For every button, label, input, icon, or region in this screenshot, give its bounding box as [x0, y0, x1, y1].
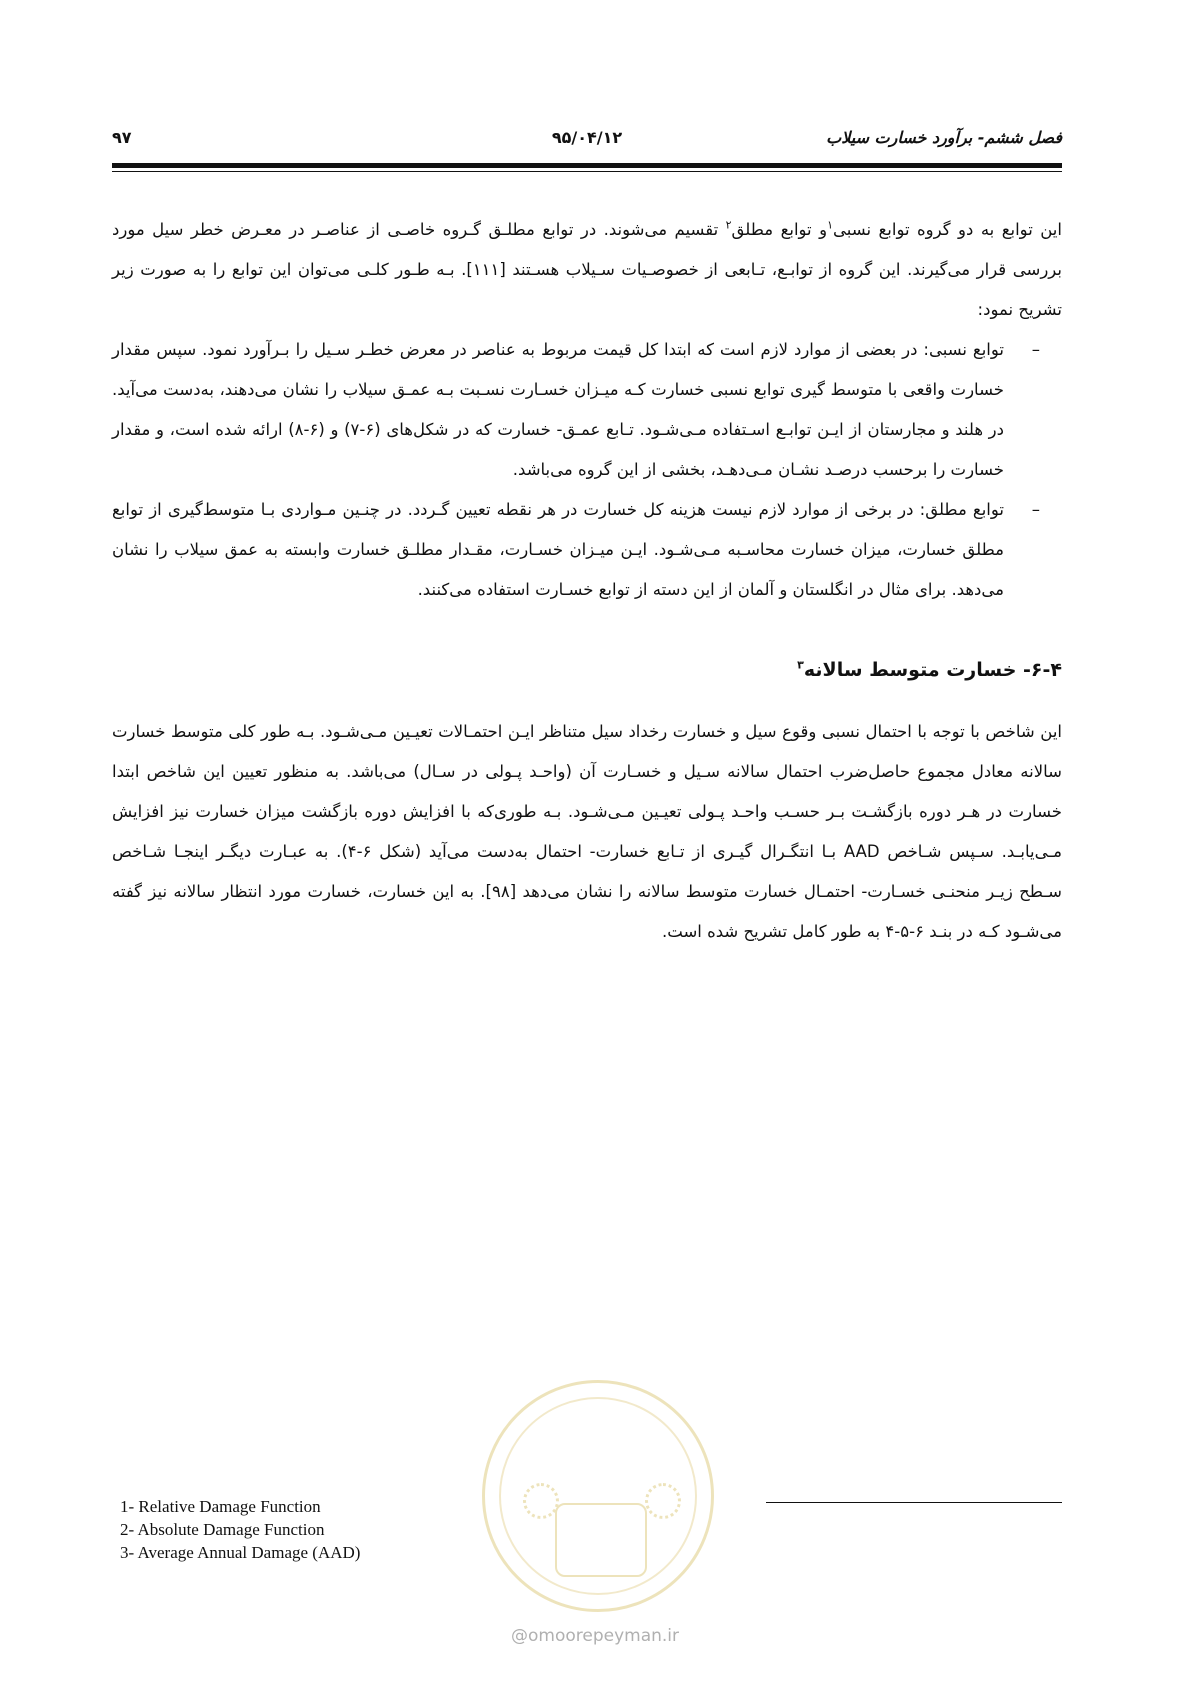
- footnote-ref-2: ۲: [725, 218, 732, 232]
- bullet-text: توابع نسبی: در بعضی از موارد لازم است که ابتدا کل قیمت مربوط به عناصر در معرض خطـر سـیل را بـرآورد نمود. سپس مقدار خسارت واقعی با متوسط گیری توابع نسبی خسارت کـه میـزان خسـارت نسـبت بـه عمـق سیلاب را نشان می‌دهند، به‌دست می‌آید. در هلند و مجارستان از ایـن توابـع اسـتفاده مـی‌شـود. تـابع عمـق- خسارت که در شکل‌های (۶-۷) و (۶-۸) ارائه شده است، و مقدار خسارت را برحسب درصـد نشـان مـی‌دهـد، بخشی از این گروه می‌باشد.: [112, 340, 1004, 479]
- intro-text-a: این توابع به دو گروه توابع نسبی: [833, 220, 1062, 239]
- main-content: [112, 210, 1062, 952]
- footnote-3: 3- Average Annual Damage (AAD): [120, 1543, 361, 1562]
- bullet-relative-functions: [112, 330, 1062, 490]
- watermark-url: @omoorepeyman.ir: [510, 1626, 680, 1646]
- bullet-text: توابع مطلق: در برخی از موارد لازم نیست هزینه کل خسارت در هر نقطه تعیین گـردد. در چنـین مـواردی بـا متوسط‌گیری از توابع مطلق خسارت، میزان خسارت محاسـبه مـی‌شـود. ایـن میـزان خسـارت، مقـدار مطلـق خسارت وابسته به عمق سیلاب را نشان می‌دهد. برای مثال در انگلستان و آلمان از این دسته از توابع خسـارت استفاده می‌کنند.: [112, 500, 1004, 599]
- footnote-2: 2- Absolute Damage Function: [120, 1520, 325, 1539]
- footnote-separator: [766, 1502, 1062, 1503]
- header-rule-thin: [112, 171, 1062, 172]
- gear-icon: [523, 1483, 559, 1519]
- header-date: ۹۵/۰۴/۱۲: [551, 128, 623, 147]
- emblem-icon: [555, 1503, 647, 1577]
- bullet-dash: –: [1031, 500, 1040, 519]
- section-title-text: ۶-۴- خسارت متوسط سالانه: [803, 659, 1062, 681]
- page-header: [112, 128, 1062, 152]
- intro-text-b: و توابع مطلق: [731, 220, 828, 239]
- section-heading: [112, 650, 1062, 690]
- header-rule-thick: [112, 163, 1062, 168]
- footnote-ref-1: ۱: [827, 218, 833, 232]
- watermark-seal: [482, 1380, 714, 1612]
- footnote-ref-3: ۳: [797, 658, 804, 672]
- intro-text-c: تقسیم می‌شوند. در توابع مطلـق گـروه خاصـی از عناصـر در معـرض خطر سیل مورد بررسی قرار می‌گیرند. این گروه از توابـع، تـابعی از خصوصـیات سـیلاب هسـتند [۱۱۱]. بـه طـور کلـی می‌توان این توابع را به صورت زیر تشریح نمود:: [112, 220, 1062, 319]
- chapter-title: فصل ششم- برآورد خسارت سیلاب: [826, 128, 1062, 147]
- footnotes: [120, 1495, 360, 1564]
- page-number: ۹۷: [112, 128, 132, 147]
- intro-paragraph: [112, 210, 1062, 330]
- bullet-dash: –: [1031, 340, 1040, 359]
- gear-icon: [645, 1483, 681, 1519]
- footnote-1: 1- Relative Damage Function: [120, 1497, 321, 1516]
- bullet-absolute-functions: [112, 490, 1062, 610]
- aad-paragraph: این شاخص با توجه با احتمال نسبی وقوع سیل و خسارت رخداد سیل متناظر ایـن احتمـالات تعیـین مـی‌شـود. بـه طور کلی متوسط خسارت سالانه معادل مجموع حاصل‌ضرب احتمال سالانه سـیل و خسـارت آن (واحـد پـولی در سـال) می‌باشد. به منظور تعیین این شاخص ابتدا خسارت در هـر دوره بازگشـت بـر حسـب واحـد پـولی تعیـین مـی‌شـود. بـه طوری‌که با افزایش دوره بازگشت میزان خسارت نیز افزایش مـی‌یابـد. سـپس شـاخص AAD بـا انتگـرال گیـری از تـابع خسارت- احتمال به‌دست می‌آید (شکل ۶-۴). به عبـارت دیگـر اینجـا شـاخص سـطح زیـر منحنـی خسـارت- احتمـال خسارت متوسط سالانه را نشان می‌دهد [۹۸]. به این خسارت، خسارت مورد انتظار سالانه نیز گفته می‌شـود کـه در بنـد ۶-۵-۴ به طور کامل تشریح شده است.: [112, 722, 1062, 941]
